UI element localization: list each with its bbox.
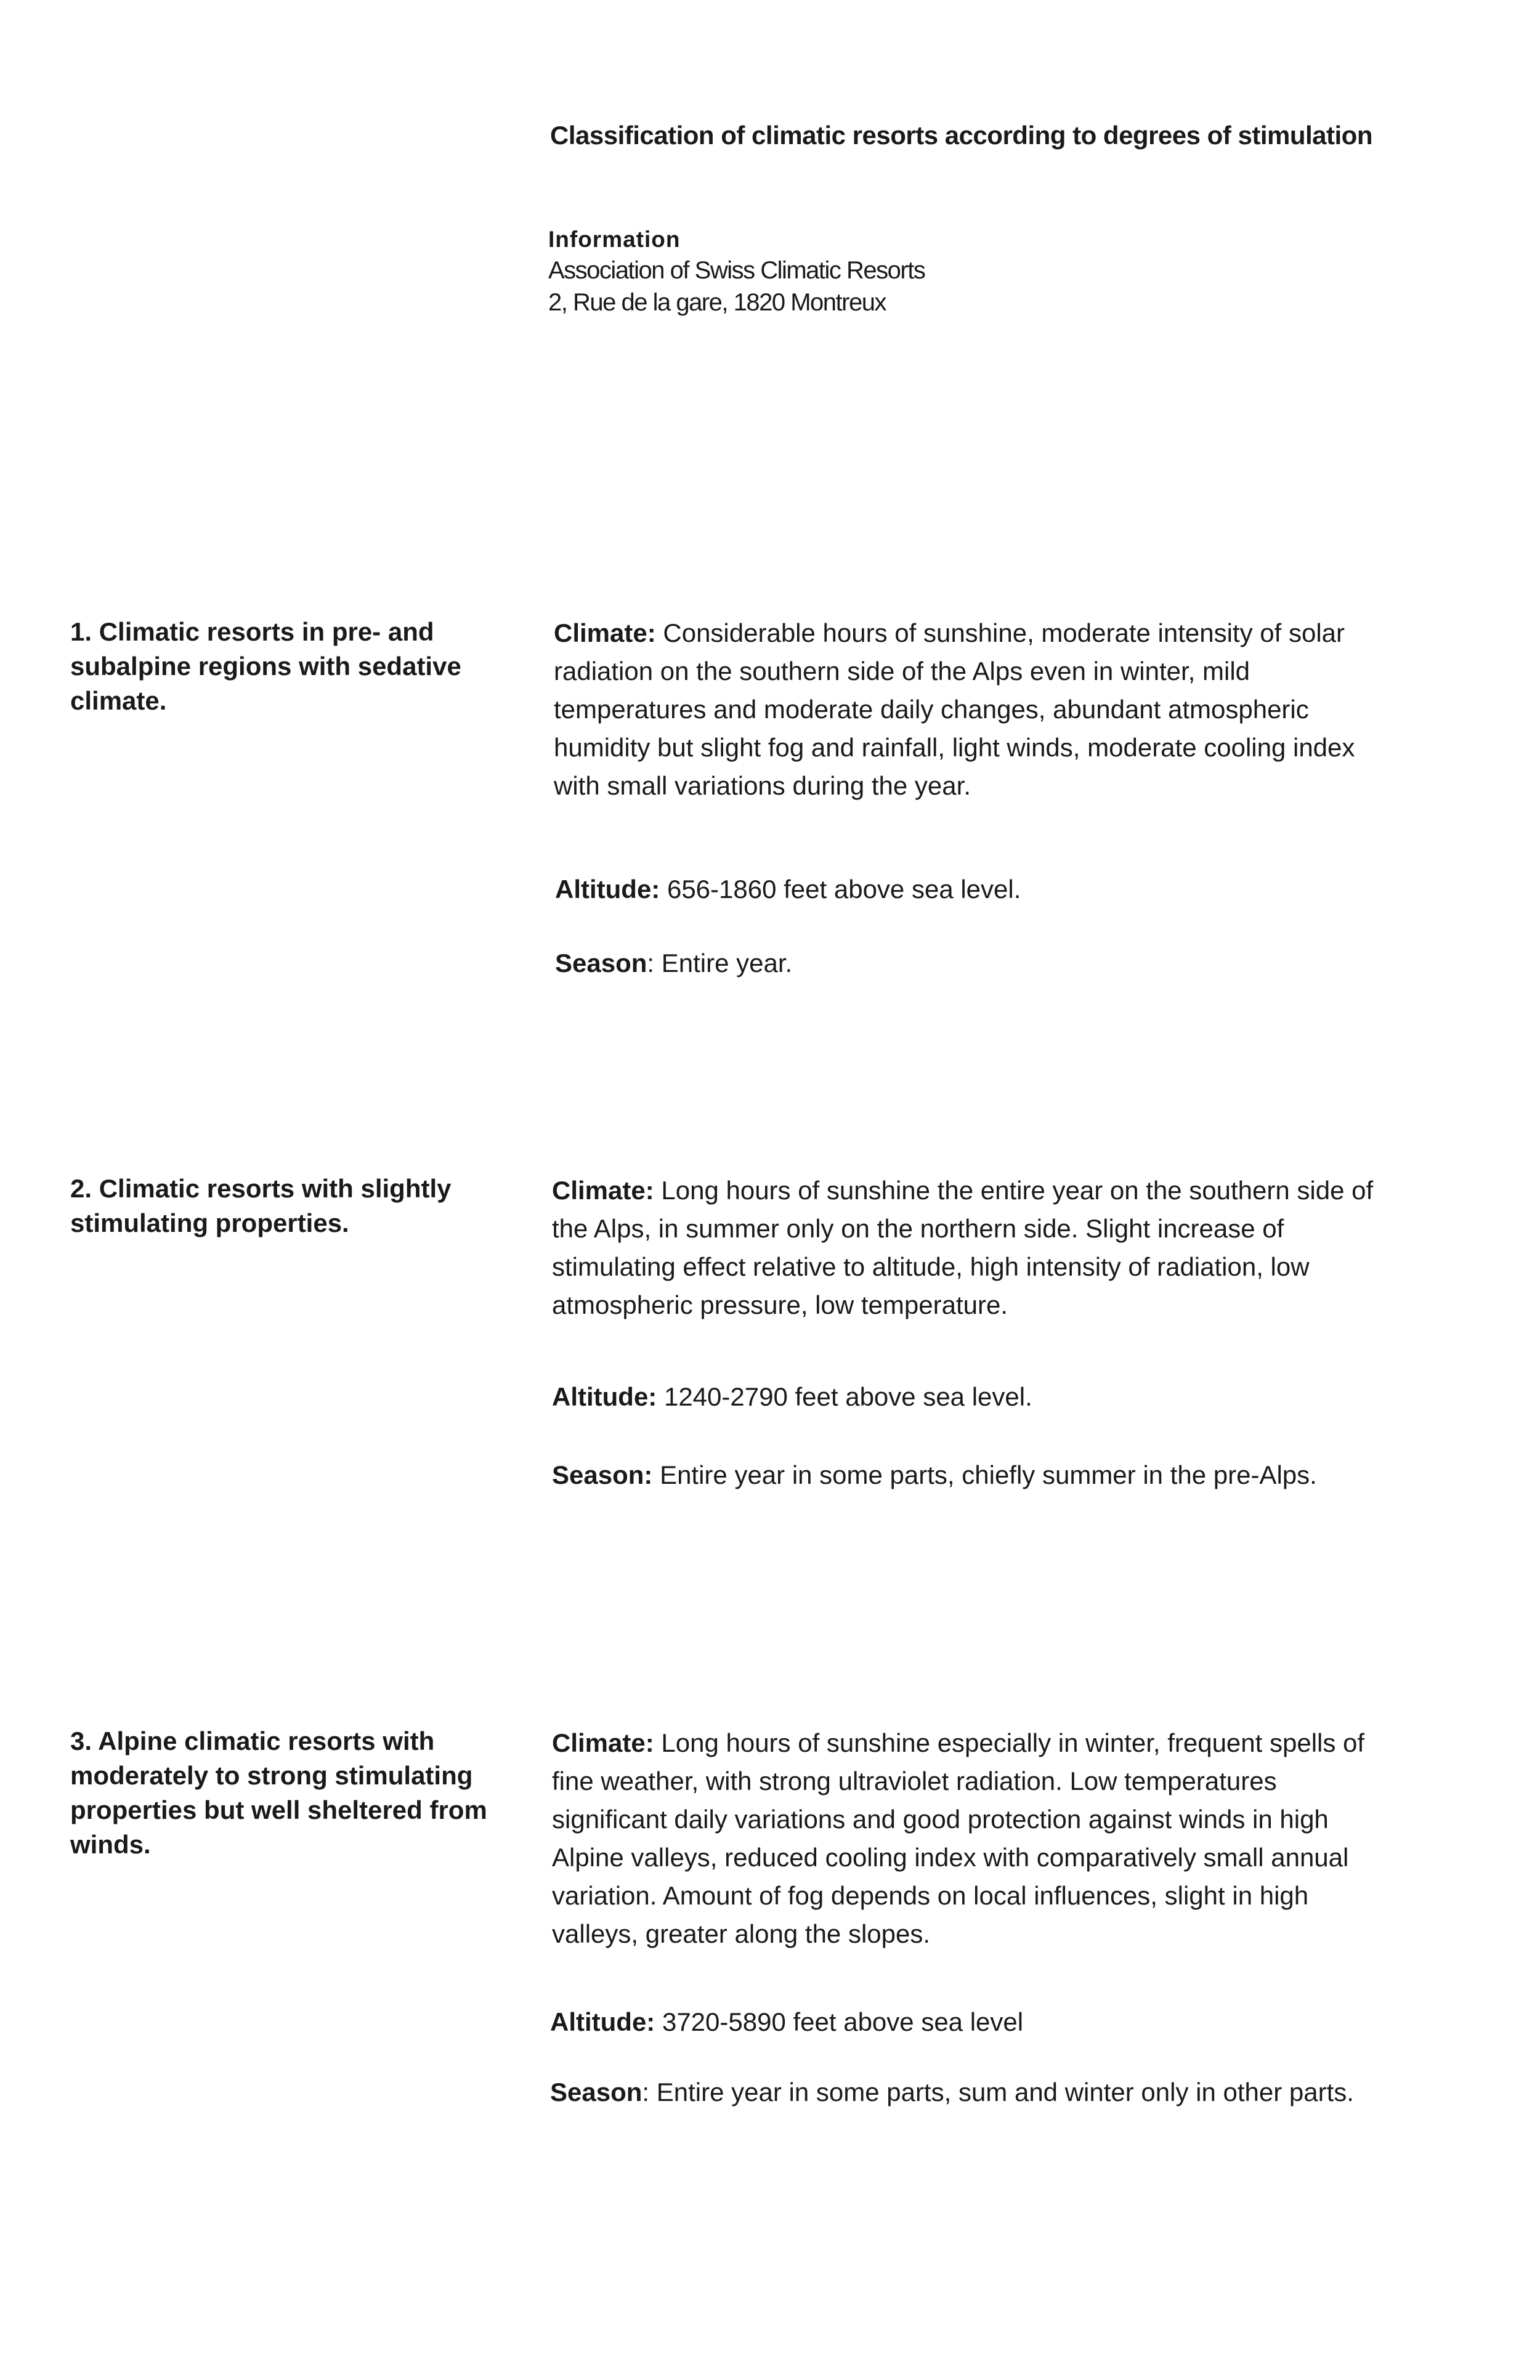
- climate-text: Considerable hours of sunshine, moderate intensity of solar radiation on the southern side of the Alps even in winter, mild temperatures and moderate daily changes, abundant atmospheric humidity but slight fog and rainfall, light winds, moderate cooling index with small variations during the year.: [554, 618, 1355, 800]
- climate-label: Climate:: [552, 1728, 654, 1757]
- section-2-altitude: [552, 1378, 1414, 1416]
- season-text: : Entire year.: [647, 949, 793, 977]
- altitude-text: 3720-5890 feet above sea level: [662, 2007, 1024, 2036]
- section-2-climate: [552, 1172, 1390, 1324]
- section-3-title: 3. Alpine climatic resorts with moderately to strong stimulating properties but well sheltered from winds.: [70, 1726, 487, 1859]
- season-text: Entire year in some parts, chiefly summer in the pre-Alps.: [660, 1460, 1317, 1489]
- season-label: Season:: [552, 1460, 653, 1489]
- altitude-text: 656-1860 feet above sea level.: [667, 875, 1021, 904]
- climate-label: Climate:: [554, 618, 656, 647]
- section-1-climate: [554, 614, 1404, 805]
- section-3-altitude: [550, 2003, 1412, 2041]
- climate-text: Long hours of sunshine especially in winter, frequent spells of fine weather, with strong ultraviolet radiation. Low temperatures significant daily variations and good protection against winds in high Alpine valleys, reduced cooling index with comparatively small annual variation. Amount of fog depends on local influences, slight in high valleys, greater along the slopes.: [552, 1728, 1365, 1948]
- climate-label: Climate:: [552, 1176, 654, 1205]
- info-heading: Information: [548, 227, 681, 252]
- altitude-text: 1240-2790 feet above sea level.: [663, 1382, 1032, 1411]
- climate-text: Long hours of sunshine the entire year on the southern side of the Alps, in summer only on the northern side. Slight increase of stimulating effect relative to altitude, high intensity of radiation, low atmospheric pressure, low temperature.: [552, 1176, 1374, 1319]
- section-1-season: [555, 944, 1417, 982]
- info-block: [548, 225, 1164, 318]
- section-2-season: [552, 1456, 1414, 1494]
- section-3-season: [550, 2073, 1412, 2111]
- season-label: Season: [555, 949, 647, 977]
- section-1-title: 1. Climatic resorts in pre- and subalpine regions with sedative climate.: [70, 617, 461, 715]
- document-title: Classification of climatic resorts according to degrees of stimulation: [550, 121, 1372, 150]
- altitude-label: Altitude:: [552, 1382, 657, 1411]
- section-1-altitude: [555, 870, 1417, 909]
- section-2-title: 2. Climatic resorts with slightly stimulating properties.: [70, 1174, 452, 1237]
- season-label: Season: [550, 2078, 642, 2107]
- info-line-address: 2, Rue de la gare, 1820 Montreux: [548, 289, 886, 316]
- section-3-climate: [552, 1724, 1396, 1953]
- season-text: : Entire year in some parts, sum and winter only in other parts.: [642, 2078, 1354, 2107]
- altitude-label: Altitude:: [550, 2007, 655, 2036]
- altitude-label: Altitude:: [555, 875, 660, 904]
- info-line-organization: Association of Swiss Climatic Resorts: [548, 257, 925, 284]
